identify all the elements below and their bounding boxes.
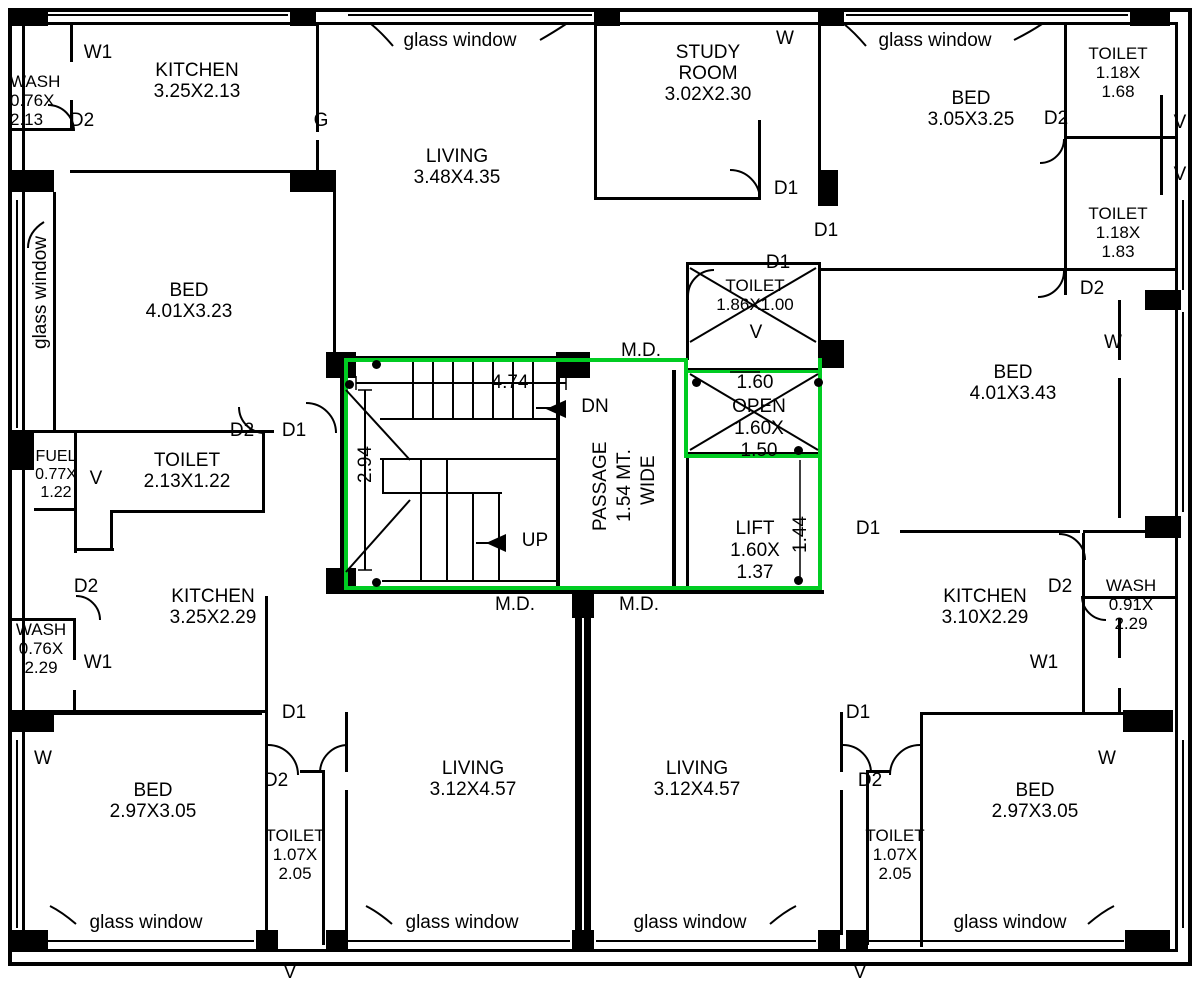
column: [290, 8, 316, 26]
tag-d1-right-lower: D1: [855, 518, 881, 539]
glass-window-label-bottom-3: glass window: [633, 912, 747, 933]
column: [1125, 930, 1170, 952]
column: [8, 170, 54, 192]
stair-bottom-line: [382, 580, 560, 582]
room-label-kitchen-top-left: KITCHEN 3.25X2.13: [153, 60, 241, 102]
tag-v-bottom-left: V: [283, 962, 297, 983]
room-label-lift: LIFT 1.60X 1.37: [730, 518, 780, 583]
room-label-kitchen-bottom-right: KITCHEN 3.10X2.29: [941, 586, 1029, 628]
stair-dimension-horizontal: 4.74: [491, 372, 529, 393]
node-dot: [372, 360, 381, 369]
window-sill: [1182, 312, 1184, 512]
wall-toilet-left-right: [262, 433, 265, 513]
room-label-toilet-mid: TOILET 1.86X1.00: [716, 276, 794, 314]
wall-study-bottom: [594, 197, 760, 200]
wall-lift-left: [686, 452, 689, 592]
wall-study-right-top: [818, 22, 821, 172]
room-label-bed-left: BED 4.01X3.23: [145, 280, 233, 322]
column: [8, 710, 54, 732]
highlight-lift-bottom: [684, 586, 822, 590]
tag-w1-bottom-left: W1: [83, 652, 113, 673]
room-label-living-bottom-right: LIVING 3.12X4.57: [653, 758, 741, 800]
highlight-core-left: [344, 358, 348, 590]
stair-tread: [432, 360, 434, 418]
stair-tread: [420, 460, 422, 580]
node-dot: [814, 378, 823, 387]
column: [1123, 710, 1173, 732]
tag-md-top: M.D.: [620, 340, 662, 361]
wall-kitchen-tl-bottom: [70, 170, 295, 173]
tag-d1-bottom-right: D1: [845, 702, 871, 723]
wall-kitchen-tl-right2: [316, 140, 319, 180]
wall-toilet-tr-bottom: [1064, 136, 1175, 139]
open-dimension-width: 1.60: [736, 372, 774, 393]
wall-window-band-top-1: [316, 22, 596, 25]
room-label-living-bottom-left: LIVING 3.12X4.57: [429, 758, 517, 800]
room-label-bed-right: BED 4.01X3.43: [969, 362, 1057, 404]
room-label-study: STUDY ROOM 3.02X2.30: [664, 42, 752, 105]
wall-center-bottom-1: [575, 616, 582, 936]
tag-v-toilet-mid: V: [749, 322, 763, 343]
column: [8, 8, 48, 26]
outer-wall-left-outer: [8, 8, 12, 966]
room-label-bed-top-right: BED 3.05X3.25: [927, 88, 1015, 130]
tag-v-fuel: V: [89, 468, 103, 489]
room-label-toilet-bottom-right: TOILET 1.07X 2.05: [865, 826, 925, 883]
tag-v-bottom-right: V: [853, 962, 867, 983]
stair-dimension-vertical: 2.94: [355, 446, 376, 484]
column: [1145, 290, 1181, 310]
stair-direction-dn: DN: [581, 396, 609, 417]
window-sill: [1182, 200, 1184, 290]
room-label-wash-bottom-right: WASH 0.91X 2.29: [1105, 576, 1157, 633]
window-sill: [596, 940, 816, 942]
wall-bed-left-right: [53, 192, 56, 432]
column: [818, 930, 840, 952]
tag-d2-bottom-left: D2: [263, 770, 289, 791]
tag-v-top-right-2: V: [1173, 164, 1187, 185]
stair-tread: [446, 460, 448, 580]
wall-toilet-bl-top: [300, 770, 325, 773]
tag-w-top: W: [776, 28, 794, 49]
glass-window-label-top-right: glass window: [878, 30, 992, 51]
tag-v-top-right-1: V: [1173, 112, 1187, 133]
outer-wall-right-outer: [1188, 8, 1192, 966]
glass-window-label-bottom-4: glass window: [953, 912, 1067, 933]
wall-bed-right-left2: [1118, 378, 1121, 518]
wall-center-bottom-2: [584, 616, 591, 936]
wall-toilet-mid-top: [686, 262, 821, 265]
wall-passage-right: [672, 370, 676, 592]
wall-bed-right-bottom: [900, 530, 1080, 533]
stair-tread: [452, 360, 454, 418]
room-label-wash-top-left: WASH 0.76X 2.13: [10, 72, 61, 129]
wall-study-left: [594, 22, 597, 200]
passage-label-line3: WIDE: [638, 455, 659, 505]
tag-w1-bottom-right: W1: [1029, 652, 1059, 673]
tag-d2-left-lower: D2: [73, 576, 99, 597]
wall-toilet-left-door-jamb: [110, 510, 113, 550]
stair-tread: [412, 360, 414, 418]
window-sill: [48, 940, 254, 942]
outer-wall-bottom-inner: [22, 949, 1178, 952]
room-label-toilet-bottom-left: TOILET 1.07X 2.05: [265, 826, 325, 883]
tag-w1-top-left: W1: [83, 42, 113, 63]
tag-d1-study: D1: [773, 178, 799, 199]
node-dot: [372, 578, 381, 587]
wall-bed-tr-right: [1064, 25, 1067, 295]
wall-fuel-bottom: [34, 508, 77, 511]
tag-w-right-upper: W: [1104, 332, 1122, 353]
room-label-open: OPEN 1.60X 1.50: [732, 396, 786, 461]
wall-toilet-tr2-bottom: [1064, 268, 1175, 271]
tag-d1-toilet-mid: D1: [765, 252, 791, 273]
wall-living-bl-left: [345, 712, 348, 772]
wall-wash-tl-right: [70, 22, 73, 62]
wall-living-top-right: [333, 192, 336, 357]
node-dot: [692, 378, 701, 387]
wall-window-band-top-2: [844, 22, 1134, 25]
wall-wash-bl-right2: [73, 690, 76, 712]
node-dot: [345, 380, 354, 389]
column: [556, 352, 590, 378]
room-label-bed-bottom-left: BED 2.97X3.05: [109, 780, 197, 822]
tag-w-bottom-left: W: [34, 748, 52, 769]
tag-d2-left-toilet: D2: [229, 420, 255, 441]
highlight-lift-right: [818, 454, 822, 590]
stair-tread: [498, 492, 500, 580]
window-sill: [846, 14, 1128, 16]
lift-dimension-height: 1.44: [790, 516, 811, 554]
highlight-open-right: [818, 358, 822, 458]
column: [594, 8, 620, 26]
window-sill: [16, 740, 18, 928]
highlight-core-bottom: [344, 586, 688, 590]
tag-d1-left-mid: D1: [281, 420, 307, 441]
passage-label-line2: 1.54 MT.: [614, 449, 635, 523]
tag-d2-bottom-right: D2: [857, 770, 883, 791]
wall-bed-br-top: [923, 712, 1128, 715]
outer-wall-left-inner: [22, 22, 25, 952]
wall-toilet-left-sill: [74, 548, 114, 551]
tag-d2-right-mid: D2: [1079, 278, 1105, 299]
column: [1145, 516, 1181, 538]
outer-wall-right-inner: [1175, 22, 1178, 952]
glass-window-label-top-left: glass window: [403, 30, 517, 51]
window-sill: [1182, 740, 1184, 928]
wall-toilet-left-bottom: [110, 510, 265, 513]
stair-tread: [472, 492, 474, 580]
window-sill: [348, 940, 570, 942]
room-label-bed-bottom-right: BED 2.97X3.05: [991, 780, 1079, 822]
wall-vent-tr2: [1160, 145, 1163, 195]
tag-d2-top-left: D2: [69, 110, 95, 131]
tag-d2-right-lower: D2: [1047, 576, 1073, 597]
outer-wall-bottom-outer: [8, 962, 1192, 966]
wall-bed-bl-top: [52, 712, 262, 715]
tag-w-bottom-right: W: [1098, 748, 1116, 769]
stair-inner-box-bottom: [382, 492, 502, 494]
tag-d1-bottom-left: D1: [281, 702, 307, 723]
column: [846, 930, 868, 952]
wall-vent-tr: [1160, 95, 1163, 145]
tag-md-bottom-left: M.D.: [494, 594, 536, 615]
window-sill: [16, 200, 18, 428]
stair-inner-box-left: [382, 458, 384, 494]
tag-g-gas: G: [313, 110, 329, 131]
column: [290, 170, 336, 192]
glass-window-label-bottom-1: glass window: [89, 912, 203, 933]
stair-direction-up: UP: [521, 530, 549, 551]
room-label-living-top: LIVING 3.48X4.35: [413, 146, 501, 188]
tag-d1-right-upper: D1: [813, 220, 839, 241]
glass-window-label-left: glass window: [30, 236, 51, 350]
window-sill: [348, 14, 592, 16]
room-label-toilet-top-right: TOILET 1.18X 1.68: [1088, 44, 1148, 101]
passage-label-line1: PASSAGE: [590, 441, 611, 531]
column: [8, 930, 48, 952]
column: [572, 590, 594, 618]
glass-window-label-bottom-2: glass window: [405, 912, 519, 933]
column: [1130, 8, 1170, 26]
room-label-fuel: FUEL 0.77X 1.22: [35, 448, 77, 501]
highlight-core-right-upper: [684, 358, 688, 458]
wall-passage-left: [556, 352, 560, 594]
room-label-wash-bottom-left: WASH 0.76X 2.29: [15, 620, 67, 677]
tag-d2-top-right: D2: [1043, 108, 1069, 129]
wall-toilet-mid-left: [686, 262, 689, 360]
wall-study-right: [758, 120, 761, 200]
tag-md-bottom-right: M.D.: [618, 594, 660, 615]
room-label-kitchen-bottom-left: KITCHEN 3.25X2.29: [169, 586, 257, 628]
wall-wash-br-left2: [1118, 688, 1121, 712]
stair-inner-box-top: [382, 458, 502, 460]
window-sill: [48, 14, 288, 16]
wall-living-br-right2: [840, 790, 843, 935]
column: [818, 170, 838, 206]
wall-bed-right-bottom2: [1083, 530, 1145, 533]
wall-bed-tr-bottom: [821, 268, 1067, 271]
stair-landing-line: [380, 418, 560, 420]
wall-living-bl-left2: [345, 790, 348, 935]
room-label-toilet-right-2: TOILET 1.18X 1.83: [1088, 204, 1148, 261]
room-label-toilet-left: TOILET 2.13X1.22: [143, 450, 231, 492]
window-sill: [868, 940, 1124, 942]
column: [818, 8, 844, 26]
